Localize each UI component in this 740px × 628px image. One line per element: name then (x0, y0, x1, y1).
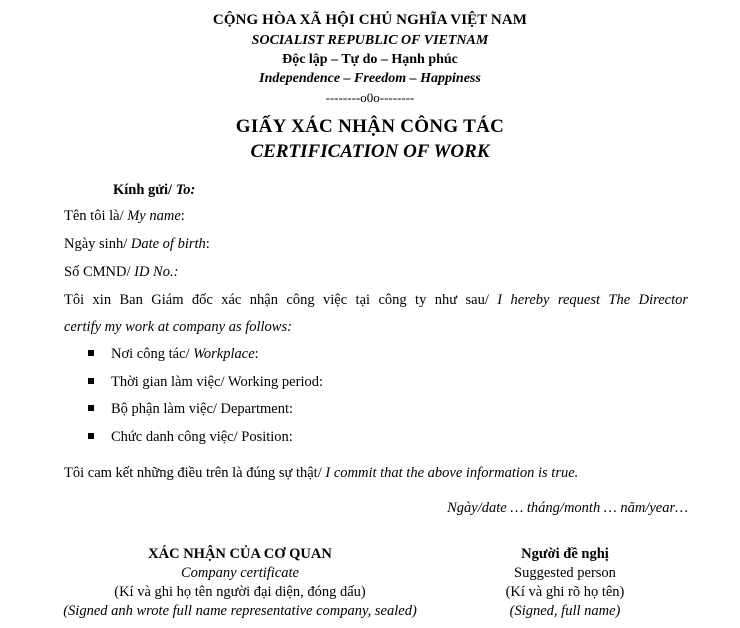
commitment-text-en: I commit that the above information is true. (325, 465, 579, 481)
motto-vi: Độc lập – Tự do – Hạnh phúc (282, 52, 458, 67)
working-period-label: Thời gian làm việc/ Working period: (111, 374, 324, 390)
request-text-en-1: I hereby request The Director (497, 292, 688, 308)
addressee-label-en: To: (175, 182, 196, 198)
requester-signature-note-en: (Signed, full name) (509, 603, 621, 619)
bullet-department (88, 401, 293, 418)
addressee-line (113, 182, 195, 199)
id-label-vi: Số CMND/ (64, 264, 135, 280)
dob-colon: : (205, 236, 210, 252)
company-signature-block (30, 545, 450, 621)
addressee-label-vi: Kính gửi/ (113, 182, 176, 198)
square-bullet-icon (88, 350, 94, 356)
document-title-en: CERTIFICATION OF WORK (250, 141, 490, 162)
name-colon: : (180, 208, 185, 224)
department-label: Bộ phận làm việc/ Department: (111, 401, 294, 417)
header-divider: --------o0o-------- (325, 90, 415, 105)
document-title-vi: GIẤY XÁC NHẬN CÔNG TÁC (235, 116, 505, 137)
bullet-workplace (88, 346, 259, 363)
date-line: Ngày/date … tháng/month … năm/year… (447, 500, 688, 516)
country-name-en: SOCIALIST REPUBLIC OF VIETNAM (251, 33, 489, 48)
bullet-position (88, 429, 293, 446)
requester-signature-note-vi: (Kí và ghi rõ họ tên) (505, 584, 625, 600)
id-field (64, 264, 178, 281)
request-line-1 (64, 292, 688, 309)
commitment-line (64, 465, 578, 482)
position-label: Chức danh công việc/ Position: (111, 429, 293, 445)
dob-label-vi: Ngày sinh/ (64, 236, 131, 252)
country-name-vi: CỘNG HÒA XÃ HỘI CHỦ NGHĨA VIỆT NAM (212, 12, 528, 28)
request-line-2: certify my work at company as follows: (64, 319, 292, 335)
request-text-vi: Tôi xin Ban Giám đốc xác nhận công việc tại công ty như sau/ (64, 292, 498, 308)
commitment-text-vi: Tôi cam kết những điều trên là đúng sự thật/ (64, 465, 326, 481)
square-bullet-icon (88, 405, 94, 411)
company-signature-note-vi: (Kí và ghi họ tên người đại diện, đóng dấu) (114, 584, 366, 600)
requester-signature-subtitle: Suggested person (514, 565, 616, 581)
company-signature-subtitle: Company certificate (181, 565, 299, 581)
company-signature-title: XÁC NHẬN CỦA CƠ QUAN (148, 546, 332, 562)
requester-signature-block (470, 545, 660, 621)
dob-field (64, 236, 210, 253)
name-label-en: My name (127, 208, 181, 224)
workplace-label-en: Workplace (193, 346, 255, 362)
company-signature-note-en: (Signed anh wrote full name representative company, sealed) (63, 603, 417, 619)
dob-label-en: Date of birth (130, 236, 206, 252)
workplace-colon: : (254, 346, 259, 362)
name-field (64, 208, 185, 225)
id-label-en: ID No.: (134, 264, 179, 280)
square-bullet-icon (88, 378, 94, 384)
square-bullet-icon (88, 433, 94, 439)
bullet-working-period (88, 374, 323, 391)
motto-en: Independence – Freedom – Happiness (259, 71, 481, 86)
name-label-vi: Tên tôi là/ (64, 208, 128, 224)
workplace-label-vi: Nơi công tác/ (111, 346, 194, 362)
requester-signature-title: Người đề nghị (521, 546, 609, 562)
